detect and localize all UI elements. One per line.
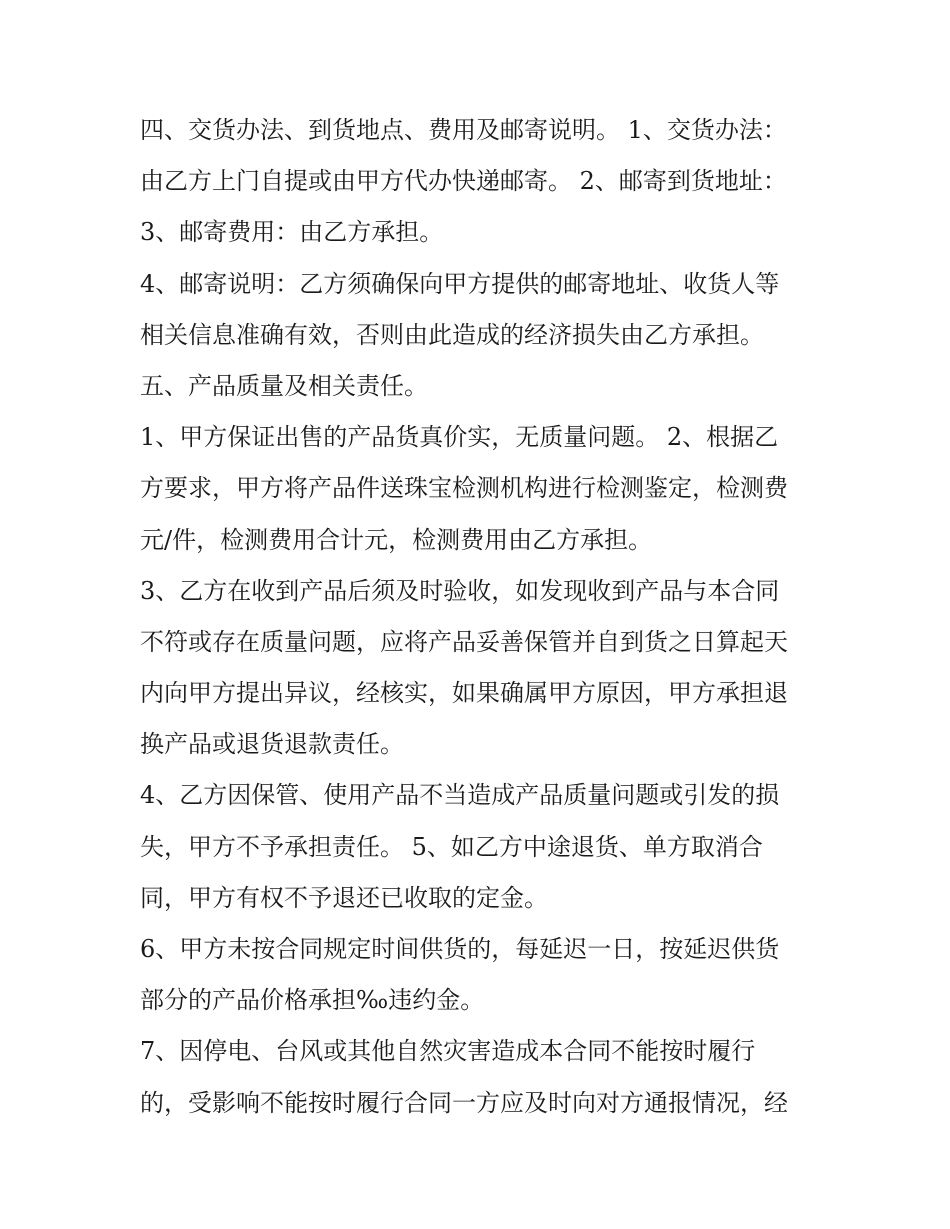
text-line: 四、交货办法、到货地点、费用及邮寄说明。 1、交货办法： [140,116,787,144]
text-line: 相关信息准确有效，否则由此造成的经济损失由乙方承担。 [140,320,764,349]
text-line: 由乙方上门自提或由甲方代办快递邮寄。 2、邮寄到货地址： [140,167,787,196]
text-line: 4、邮寄说明：乙方须确保向甲方提供的邮寄地址、收货人等 [140,269,780,298]
text-line: 不符或存在质量问题，应将产品妥善保管并自到货之日算起天 [140,627,788,656]
text-line: 3、乙方在收到产品后须及时验收，如发现收到产品与本合同 [140,576,780,605]
contract-text [140,105,820,1129]
text-line: 换产品或退货退款责任。 [140,730,404,759]
text-line: 元/件，检测费用合计元，检测费用由乙方承担。 [140,525,653,554]
text-line: 内向甲方提出异议，经核实，如果确属甲方原因，甲方承担退 [140,679,788,708]
text-line: 6、甲方未按合同规定时间供货的，每延迟一日，按延迟供货 [140,935,780,963]
text-line: 的，受影响不能按时履行合同一方应及时向对方通报情况，经 [140,1088,788,1117]
text-line: 方要求，甲方将产品件送珠宝检测机构进行检测鉴定，检测费 [140,474,788,503]
text-line: 同，甲方有权不予退还已收取的定金。 [140,883,548,912]
text-line: 7、因停电、台风或其他自然灾害造成本合同不能按时履行 [140,1037,756,1066]
text-line: 1、甲方保证出售的产品货真价实，无质量问题。 2、根据乙 [140,423,779,452]
text-line: 部分的产品价格承担‰违约金。 [140,986,485,1015]
text-line: 失，甲方不予承担责任。 5、如乙方中途退货、单方取消合 [140,832,763,861]
text-line: 4、乙方因保管、使用产品不当造成产品质量问题或引发的损 [140,781,780,810]
text-line: 五、产品质量及相关责任。 [140,371,428,400]
text-line: 3、邮寄费用：由乙方承担。 [140,218,444,247]
